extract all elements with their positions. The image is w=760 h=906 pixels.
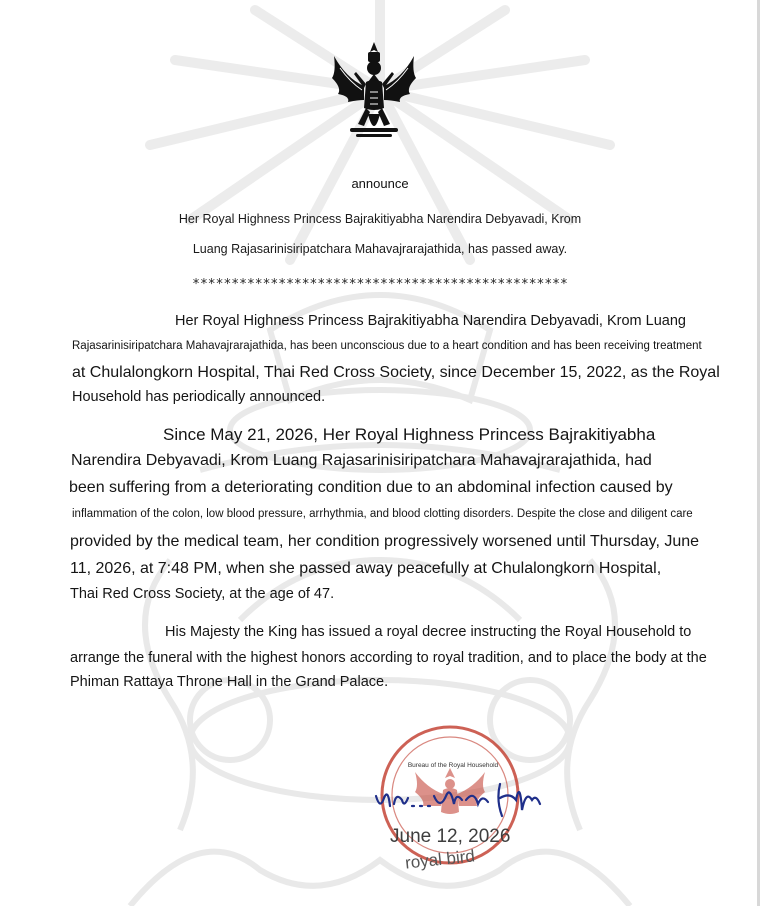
paragraph-2-line: Since May 21, 2026, Her Royal Highness Princess Bajrakitiyabha bbox=[163, 425, 656, 444]
paragraph-2-line: 11, 2026, at 7:48 PM, when she passed away peacefully at Chulalongkorn Hospital, bbox=[70, 560, 662, 577]
handwritten-signature bbox=[370, 770, 550, 830]
paragraph-1-line: Household has periodically announced. bbox=[72, 389, 326, 405]
announcement-title-line: Luang Rajasarinisiripatchara Mahavajrarajathida, has passed away. bbox=[192, 242, 568, 256]
asterisk-divider: ************************************************ bbox=[192, 277, 568, 292]
signature-name: royal bird bbox=[404, 846, 476, 873]
paragraph-2-line: been suffering from a deteriorating condition due to an abdominal infection caused by bbox=[69, 479, 673, 496]
signature-date: June 12, 2026 bbox=[390, 826, 511, 847]
seal-caption: Bureau of the Royal Household bbox=[407, 762, 499, 769]
paragraph-3-line: Phiman Rattaya Throne Hall in the Grand Palace. bbox=[70, 674, 389, 690]
paragraph-3-line: His Majesty the King has issued a royal decree instructing the Royal Household to bbox=[165, 624, 692, 640]
paragraph-2-line: Thai Red Cross Society, at the age of 47. bbox=[70, 586, 335, 602]
paragraph-2-line: inflammation of the colon, low blood pressure, arrhythmia, and blood clotting disorders. Despite the close and diligent care bbox=[72, 508, 693, 520]
announcement-heading: announce bbox=[351, 176, 409, 191]
paragraph-1-line: Her Royal Highness Princess Bajrakitiyabha Narendira Debyavadi, Krom Luang bbox=[175, 313, 686, 329]
announcement-title-line: Her Royal Highness Princess Bajrakitiyabha Narendira Debyavadi, Krom bbox=[178, 212, 582, 226]
paragraph-2-line: provided by the medical team, her condition progressively worsened until Thursday, June bbox=[70, 533, 700, 550]
garuda-emblem-icon bbox=[328, 38, 420, 142]
paragraph-1-line: at Chulalongkorn Hospital, Thai Red Cross Society, since December 15, 2022, as the Royal bbox=[72, 364, 720, 381]
paragraph-2-line: Narendira Debyavadi, Krom Luang Rajasarinisiripatchara Mahavajrarajathida, had bbox=[71, 452, 652, 469]
paragraph-3-line: arrange the funeral with the highest honors according to royal tradition, and to place the body at the bbox=[70, 650, 707, 666]
paragraph-1-line: Rajasarinisiripatchara Mahavajrarajathida, has been unconscious due to a heart condition and has been receiving treatment bbox=[72, 340, 702, 352]
